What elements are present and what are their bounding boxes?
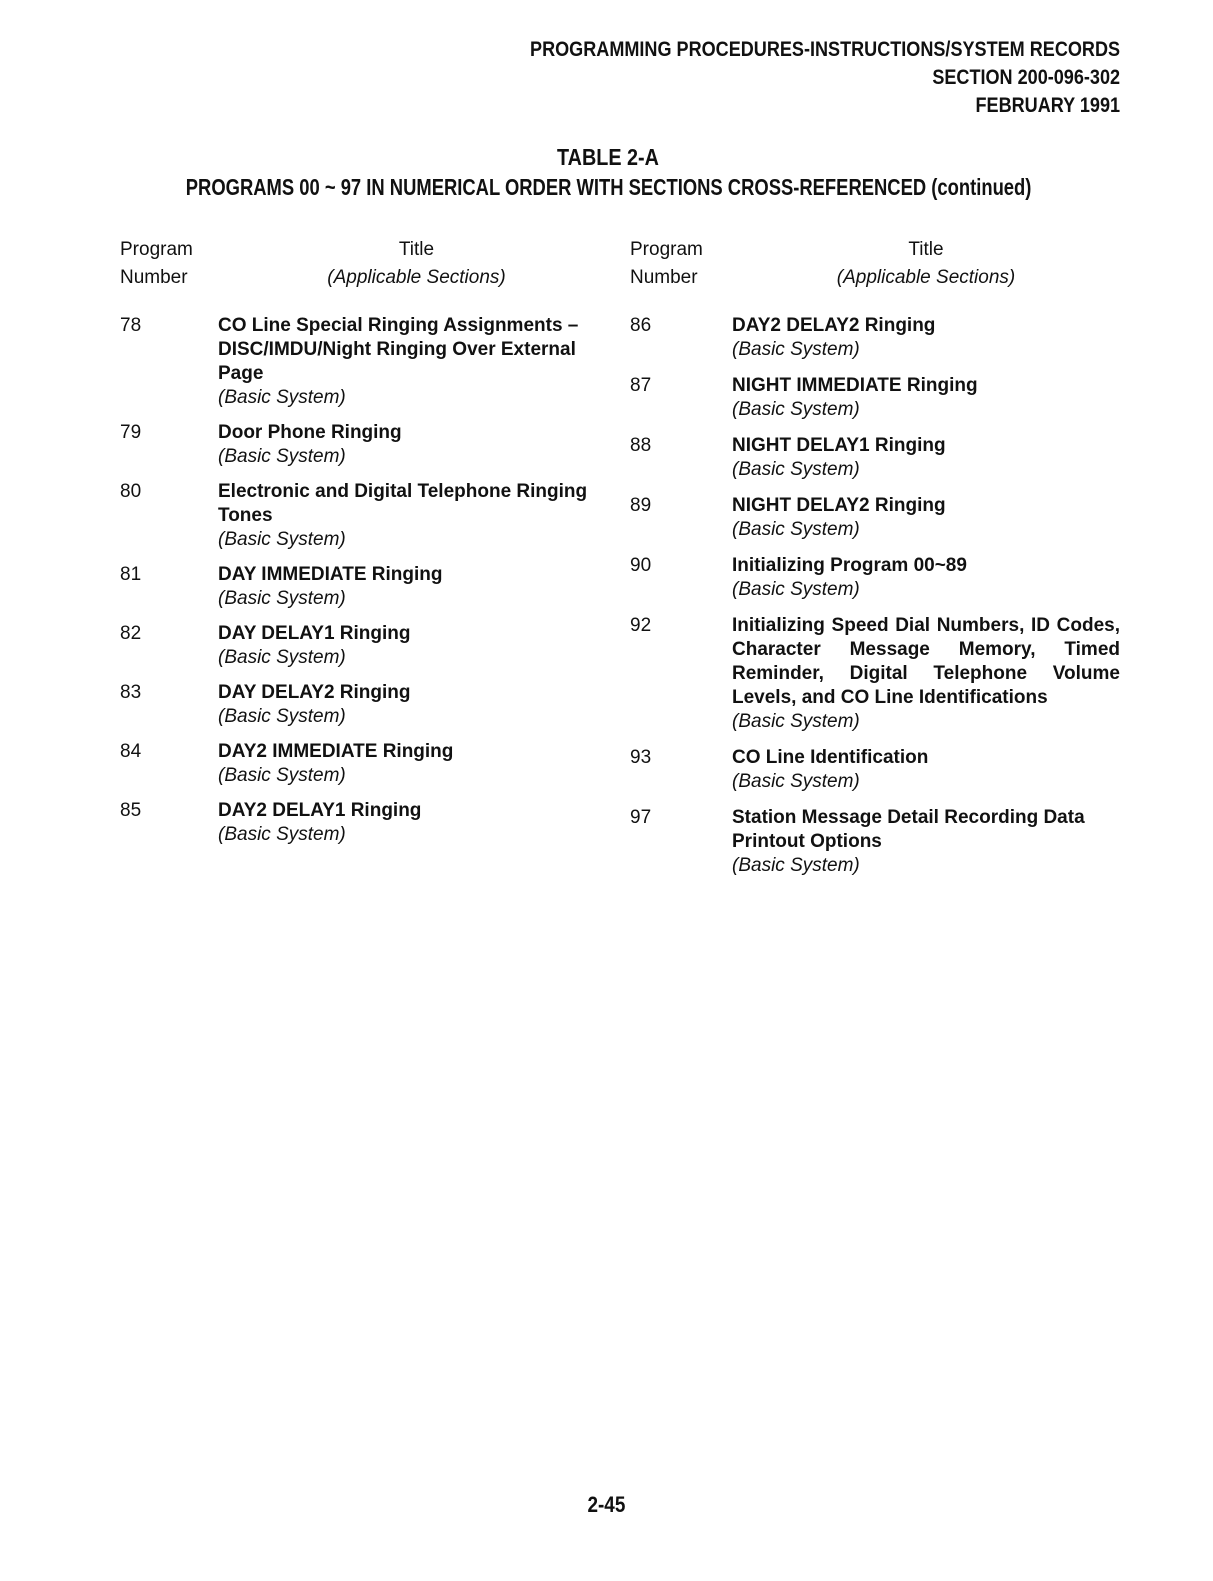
program-title: NIGHT DELAY1 Ringing bbox=[732, 435, 946, 456]
table-row bbox=[630, 494, 1120, 542]
program-number: 88 bbox=[630, 435, 652, 456]
program-number: 90 bbox=[630, 555, 652, 576]
program-title: DAY2 DELAY2 Ringing bbox=[732, 315, 936, 336]
program-sections: (Basic System) bbox=[218, 588, 346, 609]
program-title: DAY IMMEDIATE Ringing bbox=[218, 564, 443, 585]
table-row bbox=[630, 746, 1120, 794]
table-row bbox=[630, 806, 1120, 878]
table-row bbox=[120, 740, 615, 788]
program-sections: (Basic System) bbox=[732, 771, 860, 792]
program-sections: (Basic System) bbox=[218, 387, 346, 408]
program-number-heading: Program Number bbox=[630, 239, 703, 288]
program-sections: (Basic System) bbox=[732, 855, 860, 876]
program-number: 97 bbox=[630, 807, 652, 828]
program-number: 85 bbox=[120, 800, 142, 821]
program-title: DAY DELAY1 Ringing bbox=[218, 623, 411, 644]
document-header bbox=[530, 36, 1120, 120]
header-line-date: FEBRUARY 1991 bbox=[975, 94, 1120, 117]
program-sections: (Basic System) bbox=[732, 399, 860, 420]
table-title bbox=[0, 142, 1213, 202]
program-title: Station Message Detail Recording Data Printout Options bbox=[732, 807, 1085, 852]
table-caption: PROGRAMS 00 ~ 97 IN NUMERICAL ORDER WITH SECTIONS CROSS-REFERENCED (continued) bbox=[185, 174, 1032, 200]
program-number: 83 bbox=[120, 682, 142, 703]
left-column-header bbox=[120, 236, 615, 292]
program-title: Initializing Speed Dial Numbers, ID Codes, Character Message Memory, Timed Reminder, Digital Telephone Volume Levels, and CO Line Identifications bbox=[732, 615, 1120, 708]
table-row bbox=[120, 799, 615, 847]
right-column-header bbox=[630, 236, 1120, 292]
table-row bbox=[630, 614, 1120, 734]
program-number: 78 bbox=[120, 315, 142, 336]
title-heading: Title (Applicable Sections) bbox=[327, 239, 506, 288]
program-number: 92 bbox=[630, 615, 652, 636]
table-row bbox=[630, 434, 1120, 482]
program-sections: (Basic System) bbox=[732, 579, 860, 600]
table-row bbox=[120, 681, 615, 729]
program-sections: (Basic System) bbox=[732, 519, 860, 540]
table-row bbox=[120, 314, 615, 410]
table-row bbox=[120, 622, 615, 670]
program-sections: (Basic System) bbox=[218, 446, 346, 467]
right-column bbox=[630, 236, 1120, 890]
program-title: NIGHT DELAY2 Ringing bbox=[732, 495, 946, 516]
program-sections: (Basic System) bbox=[218, 647, 346, 668]
page-number: 2-45 bbox=[587, 1492, 626, 1517]
program-title: Electronic and Digital Telephone Ringing Tones bbox=[218, 481, 588, 526]
program-number: 87 bbox=[630, 375, 652, 396]
program-title: DAY2 IMMEDIATE Ringing bbox=[218, 741, 454, 762]
table-label: TABLE 2-A bbox=[557, 144, 659, 170]
table-row bbox=[120, 563, 615, 611]
program-number: 79 bbox=[120, 422, 142, 443]
header-line-section: SECTION 200-096-302 bbox=[932, 66, 1120, 89]
program-number: 93 bbox=[630, 747, 652, 768]
program-sections: (Basic System) bbox=[732, 459, 860, 480]
program-title: CO Line Identification bbox=[732, 747, 929, 768]
program-number: 81 bbox=[120, 564, 142, 585]
program-number: 89 bbox=[630, 495, 652, 516]
program-sections: (Basic System) bbox=[218, 706, 346, 727]
title-heading: Title (Applicable Sections) bbox=[836, 239, 1016, 288]
table-row bbox=[120, 421, 615, 469]
table-row bbox=[630, 374, 1120, 422]
program-title: NIGHT IMMEDIATE Ringing bbox=[732, 375, 978, 396]
table-row bbox=[630, 314, 1120, 362]
program-sections: (Basic System) bbox=[218, 529, 346, 550]
program-number: 84 bbox=[120, 741, 142, 762]
program-title: DAY DELAY2 Ringing bbox=[218, 682, 411, 703]
table-row bbox=[120, 480, 615, 552]
program-sections: (Basic System) bbox=[732, 711, 860, 732]
program-title: Initializing Program 00~89 bbox=[732, 555, 967, 576]
program-number-heading: Program Number bbox=[120, 239, 193, 288]
program-sections: (Basic System) bbox=[218, 824, 346, 845]
program-number: 86 bbox=[630, 315, 652, 336]
table-row bbox=[630, 554, 1120, 602]
program-title: CO Line Special Ringing Assignments – DISC/IMDU/Night Ringing Over External Page bbox=[218, 315, 579, 384]
program-number: 80 bbox=[120, 481, 142, 502]
program-number: 82 bbox=[120, 623, 142, 644]
program-sections: (Basic System) bbox=[732, 339, 860, 360]
program-title: DAY2 DELAY1 Ringing bbox=[218, 800, 422, 821]
program-title: Door Phone Ringing bbox=[218, 422, 402, 443]
program-sections: (Basic System) bbox=[218, 765, 346, 786]
header-line-title: PROGRAMMING PROCEDURES-INSTRUCTIONS/SYSTEM RECORDS bbox=[529, 38, 1120, 61]
left-column bbox=[120, 236, 615, 858]
